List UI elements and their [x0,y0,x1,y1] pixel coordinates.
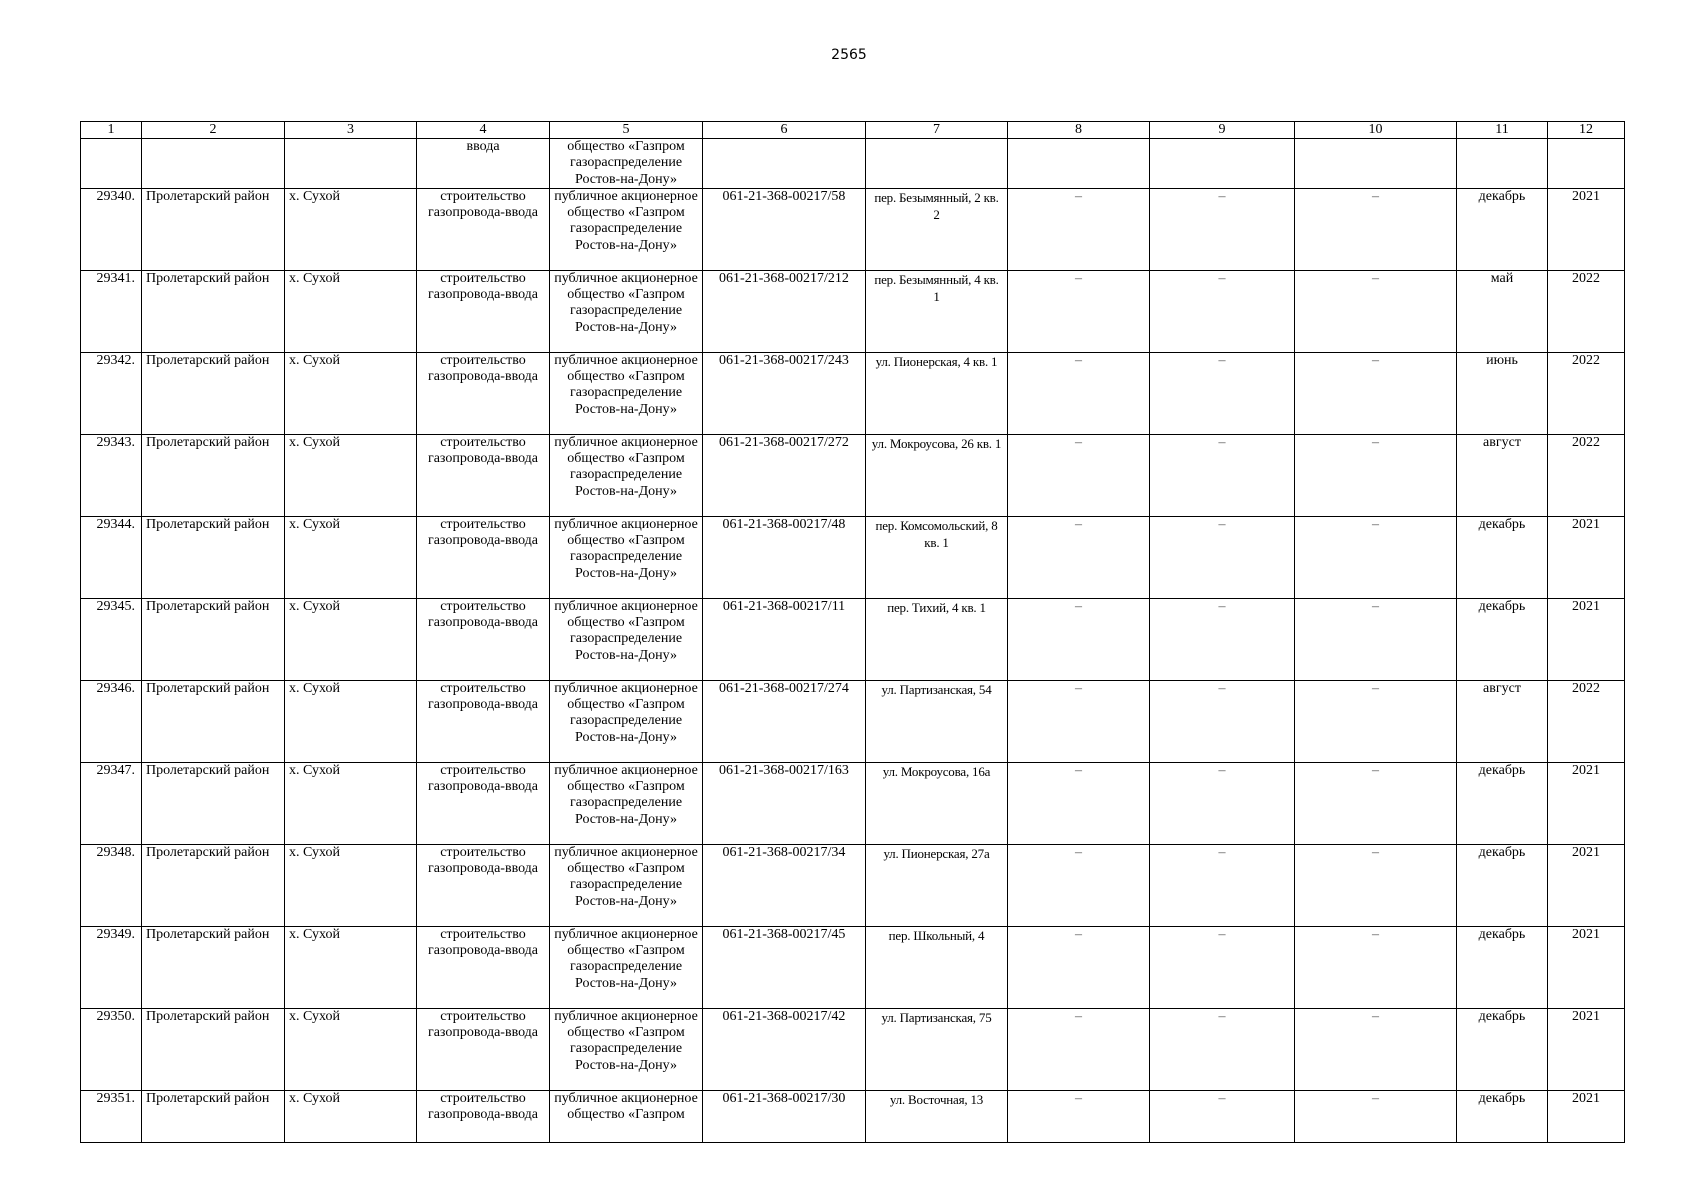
cell-col9: – [1150,516,1295,598]
cell-org: публичное акционерное общество «Газпром [550,1090,703,1142]
table-row [81,270,1625,352]
cell-num: 29350. [81,1008,142,1090]
cell-org: публичное акционерное общество «Газпром газораспределение Ростов-на-Дону» [550,270,703,352]
cell-settlement: х. Сухой [285,188,417,270]
cell-address: ул. Восточная, 13 [866,1090,1008,1142]
cell-year: 2022 [1548,352,1625,434]
cell-month: июнь [1457,352,1548,434]
cell-district: Пролетарский район [142,844,285,926]
column-header: 10 [1295,122,1457,139]
cell-address: пер. Школьный, 4 [866,926,1008,1008]
cell-district: Пролетарский район [142,434,285,516]
table-row [81,844,1625,926]
table-row [81,926,1625,1008]
cell-district: Пролетарский район [142,1090,285,1142]
cell-work: строительство газопровода-ввода [417,352,550,434]
column-header: 5 [550,122,703,139]
cell-code: 061-21-368-00217/48 [703,516,866,598]
cell-code: 061-21-368-00217/34 [703,844,866,926]
cell-month: май [1457,270,1548,352]
cell-org: публичное акционерное общество «Газпром газораспределение Ростов-на-Дону» [550,926,703,1008]
cell-num: 29346. [81,680,142,762]
cell-col10: – [1295,1008,1457,1090]
cell-col8: – [1008,926,1150,1008]
cell-settlement: х. Сухой [285,1090,417,1142]
cell-org: публичное акционерное общество «Газпром газораспределение Ростов-на-Дону» [550,516,703,598]
table-row [81,434,1625,516]
cell-col8: – [1008,598,1150,680]
cell-settlement: х. Сухой [285,926,417,1008]
column-header: 3 [285,122,417,139]
cell-year: 2021 [1548,844,1625,926]
cell-org: публичное акционерное общество «Газпром газораспределение Ростов-на-Дону» [550,188,703,270]
cell-col8: – [1008,434,1150,516]
cell-address: ул. Мокроусова, 26 кв. 1 [866,434,1008,516]
cell-num: 29345. [81,598,142,680]
cell-col8: – [1008,844,1150,926]
cell-col9: – [1150,434,1295,516]
cell-code: 061-21-368-00217/11 [703,598,866,680]
cell-settlement: х. Сухой [285,270,417,352]
cell-col9: – [1150,270,1295,352]
cell-year: 2022 [1548,270,1625,352]
cell-address: ул. Пионерская, 4 кв. 1 [866,352,1008,434]
cell-address: ул. Партизанская, 54 [866,680,1008,762]
cell-num [81,139,142,189]
cell-col10 [1295,139,1457,189]
cell-district: Пролетарский район [142,270,285,352]
column-header: 6 [703,122,866,139]
cell-work: строительство газопровода-ввода [417,762,550,844]
table-row [81,1090,1625,1142]
cell-address: пер. Тихий, 4 кв. 1 [866,598,1008,680]
cell-num: 29340. [81,188,142,270]
table-row [81,598,1625,680]
cell-address [866,139,1008,189]
cell-settlement: х. Сухой [285,844,417,926]
cell-col10: – [1295,680,1457,762]
cell-col10: – [1295,434,1457,516]
cell-month: декабрь [1457,1008,1548,1090]
cell-year: 2021 [1548,516,1625,598]
cell-work: строительство газопровода-ввода [417,1008,550,1090]
cell-district: Пролетарский район [142,1008,285,1090]
cell-year: 2021 [1548,1090,1625,1142]
cell-address: ул. Мокроусова, 16а [866,762,1008,844]
cell-year: 2021 [1548,762,1625,844]
cell-work: строительство газопровода-ввода [417,434,550,516]
column-number-header [81,122,1625,139]
register-table [80,121,1625,1143]
cell-settlement: х. Сухой [285,352,417,434]
cell-year: 2021 [1548,188,1625,270]
cell-code: 061-21-368-00217/243 [703,352,866,434]
page-number: 2565 [831,47,867,63]
cell-code: 061-21-368-00217/45 [703,926,866,1008]
cell-year: 2022 [1548,434,1625,516]
cell-code [703,139,866,189]
table-row [81,1008,1625,1090]
cell-org: публичное акционерное общество «Газпром газораспределение Ростов-на-Дону» [550,352,703,434]
cell-col8: – [1008,680,1150,762]
cell-month: декабрь [1457,598,1548,680]
cell-address: ул. Партизанская, 75 [866,1008,1008,1090]
cell-col9: – [1150,844,1295,926]
column-header: 4 [417,122,550,139]
cell-district: Пролетарский район [142,352,285,434]
cell-org: публичное акционерное общество «Газпром газораспределение Ростов-на-Дону» [550,844,703,926]
cell-month: август [1457,680,1548,762]
table-row [81,516,1625,598]
cell-num: 29344. [81,516,142,598]
cell-col9: – [1150,1008,1295,1090]
cell-month: декабрь [1457,1090,1548,1142]
cell-col10: – [1295,516,1457,598]
cell-num: 29342. [81,352,142,434]
cell-col10: – [1295,352,1457,434]
cell-work: строительство газопровода-ввода [417,270,550,352]
cell-district: Пролетарский район [142,926,285,1008]
column-header: 2 [142,122,285,139]
cell-year: 2021 [1548,1008,1625,1090]
cell-address: пер. Безымянный, 4 кв. 1 [866,270,1008,352]
column-header: 12 [1548,122,1625,139]
cell-col9: – [1150,352,1295,434]
cell-col8: – [1008,1008,1150,1090]
table-row [81,188,1625,270]
cell-settlement: х. Сухой [285,762,417,844]
cell-org: публичное акционерное общество «Газпром газораспределение Ростов-на-Дону» [550,680,703,762]
continuation-row [81,139,1625,189]
cell-year: 2022 [1548,680,1625,762]
cell-col9 [1150,139,1295,189]
cell-org: общество «Газпром газораспределение Ростов-на-Дону» [550,139,703,189]
cell-settlement: х. Сухой [285,598,417,680]
cell-district [142,139,285,189]
cell-year: 2021 [1548,926,1625,1008]
cell-code: 061-21-368-00217/42 [703,1008,866,1090]
cell-work: строительство газопровода-ввода [417,188,550,270]
cell-month: декабрь [1457,516,1548,598]
cell-district: Пролетарский район [142,188,285,270]
cell-code: 061-21-368-00217/272 [703,434,866,516]
cell-col10: – [1295,844,1457,926]
cell-col10: – [1295,1090,1457,1142]
cell-col8 [1008,139,1150,189]
cell-org: публичное акционерное общество «Газпром газораспределение Ростов-на-Дону» [550,1008,703,1090]
cell-col8: – [1008,352,1150,434]
cell-year: 2021 [1548,598,1625,680]
cell-district: Пролетарский район [142,516,285,598]
cell-settlement: х. Сухой [285,516,417,598]
cell-month [1457,139,1548,189]
cell-col9: – [1150,680,1295,762]
cell-address: ул. Пионерская, 27а [866,844,1008,926]
column-header: 9 [1150,122,1295,139]
table-row [81,352,1625,434]
table-row [81,762,1625,844]
cell-month: декабрь [1457,762,1548,844]
cell-num: 29341. [81,270,142,352]
cell-settlement [285,139,417,189]
cell-code: 061-21-368-00217/30 [703,1090,866,1142]
cell-col10: – [1295,598,1457,680]
cell-col9: – [1150,188,1295,270]
cell-col8: – [1008,762,1150,844]
cell-code: 061-21-368-00217/274 [703,680,866,762]
cell-col10: – [1295,188,1457,270]
cell-col8: – [1008,1090,1150,1142]
cell-year [1548,139,1625,189]
cell-org: публичное акционерное общество «Газпром газораспределение Ростов-на-Дону» [550,598,703,680]
cell-col9: – [1150,598,1295,680]
cell-work: строительство газопровода-ввода [417,680,550,762]
cell-month: декабрь [1457,926,1548,1008]
cell-code: 061-21-368-00217/58 [703,188,866,270]
cell-col9: – [1150,1090,1295,1142]
cell-num: 29343. [81,434,142,516]
column-header: 1 [81,122,142,139]
cell-address: пер. Комсомольский, 8 кв. 1 [866,516,1008,598]
column-header: 8 [1008,122,1150,139]
cell-district: Пролетарский район [142,680,285,762]
cell-month: декабрь [1457,188,1548,270]
cell-code: 061-21-368-00217/212 [703,270,866,352]
cell-col10: – [1295,762,1457,844]
cell-work: строительство газопровода-ввода [417,516,550,598]
cell-settlement: х. Сухой [285,680,417,762]
cell-month: декабрь [1457,844,1548,926]
cell-num: 29347. [81,762,142,844]
cell-settlement: х. Сухой [285,1008,417,1090]
cell-num: 29348. [81,844,142,926]
column-header: 11 [1457,122,1548,139]
table-row [81,680,1625,762]
cell-work: строительство газопровода-ввода [417,926,550,1008]
cell-col9: – [1150,762,1295,844]
column-header: 7 [866,122,1008,139]
cell-work: ввода [417,139,550,189]
cell-work: строительство газопровода-ввода [417,1090,550,1142]
cell-month: август [1457,434,1548,516]
cell-col10: – [1295,270,1457,352]
cell-num: 29351. [81,1090,142,1142]
cell-col8: – [1008,270,1150,352]
cell-col8: – [1008,188,1150,270]
cell-num: 29349. [81,926,142,1008]
cell-work: строительство газопровода-ввода [417,598,550,680]
cell-org: публичное акционерное общество «Газпром газораспределение Ростов-на-Дону» [550,762,703,844]
cell-col10: – [1295,926,1457,1008]
cell-district: Пролетарский район [142,598,285,680]
cell-address: пер. Безымянный, 2 кв. 2 [866,188,1008,270]
cell-work: строительство газопровода-ввода [417,844,550,926]
cell-district: Пролетарский район [142,762,285,844]
cell-code: 061-21-368-00217/163 [703,762,866,844]
cell-settlement: х. Сухой [285,434,417,516]
cell-col9: – [1150,926,1295,1008]
cell-col8: – [1008,516,1150,598]
cell-org: публичное акционерное общество «Газпром газораспределение Ростов-на-Дону» [550,434,703,516]
